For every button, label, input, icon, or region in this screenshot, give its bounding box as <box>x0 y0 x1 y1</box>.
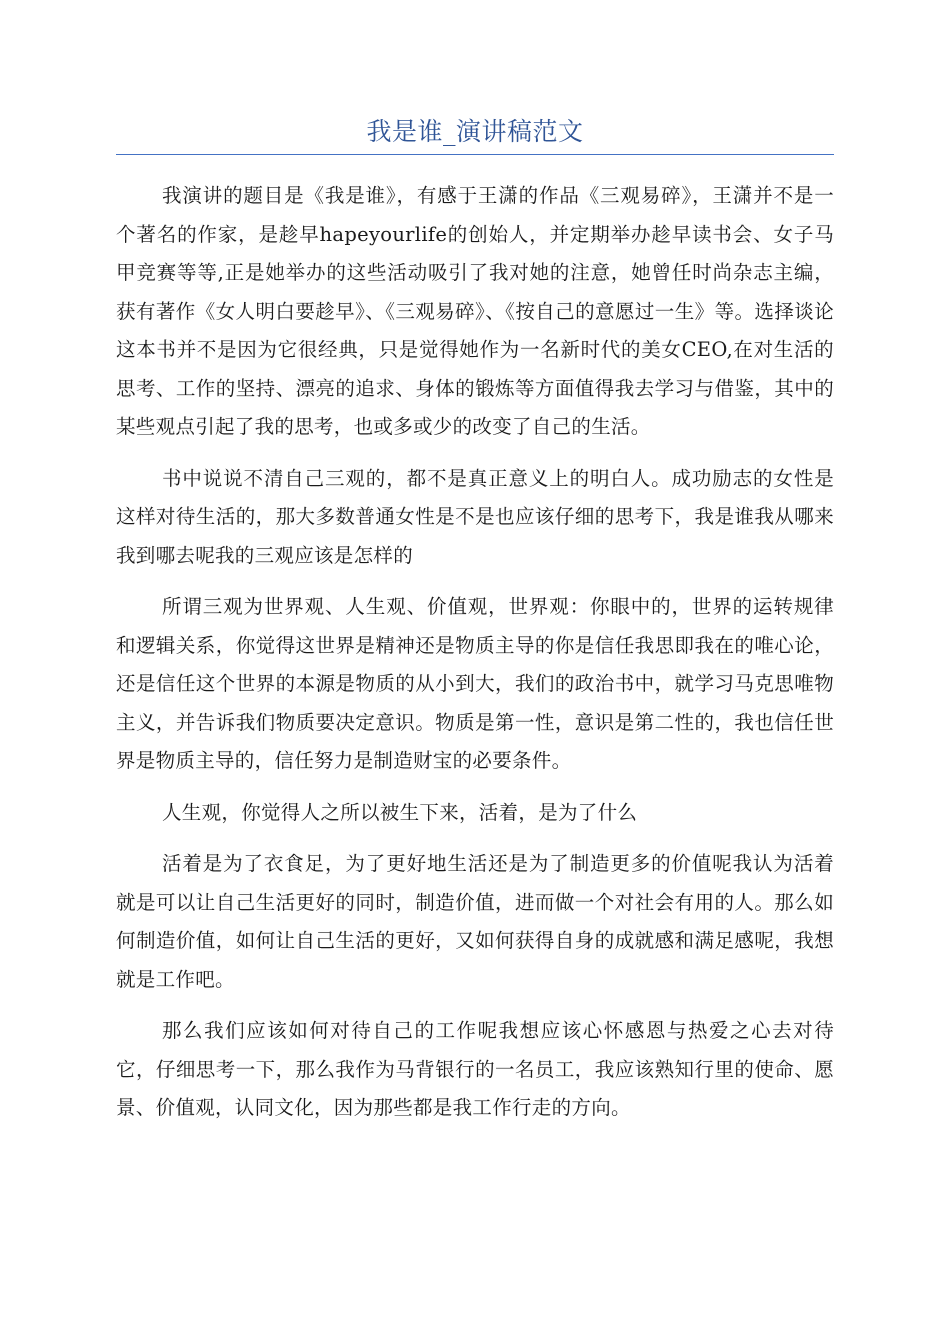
paragraph-3: 所谓三观为世界观、人生观、价值观，世界观：你眼中的，世界的运转规律和逻辑关系，你觉得这世界是精神还是物质主导的你是信任我思即我在的唯心论，还是信任这个世界的本源是物质的从小到大，我们的政治书中，就学习马克思唯物主义，并告诉我们物质要决定意识。物质是第一性，意识是第二性的，我也信任世界是物质主导的，信任努力是制造财宝的必要条件。 <box>116 595 834 772</box>
paragraph-6: 那么我们应该如何对待自己的工作呢我想应该心怀感恩与热爱之心去对待它，仔细思考一下，那么我作为马背银行的一名员工，我应该熟知行里的使命、愿景、价值观，认同文化，因为那些都是我工作行走的方向。 <box>116 1019 834 1119</box>
paragraph-5: 活着是为了衣食足，为了更好地生活还是为了制造更多的价值呢我认为活着就是可以让自己生活更好的同时，制造价值，进而做一个对社会有用的人。那么如何制造价值，如何让自己生活的更好，又如何获得自身的成就感和满足感呢，我想就是工作吧。 <box>116 852 834 991</box>
document-title: 我是谁_演讲稿范文 <box>366 117 584 146</box>
paragraph-1: 我演讲的题目是《我是谁》，有感于王潇的作品《三观易碎》，王潇并不是一个著名的作家，是趁早hapeyourlife的创始人，并定期举办趁早读书会、女子马甲竞赛等等,正是她举办的这些活动吸引了我对她的注意，她曾任时尚杂志主编，获有著作《女人明白要趁早》、《三观易碎》、《按自己的意愿过一生》等。选择谈论这本书并不是因为它很经典，只是觉得她作为一名新时代的美女CEO,在对生活的思考、工作的坚持、漂亮的追求、身体的锻炼等方面值得我去学习与借鉴，其中的某些观点引起了我的思考，也或多或少的改变了自己的生活。 <box>116 184 834 438</box>
title-underline <box>116 154 834 155</box>
document-body <box>116 177 834 1141</box>
paragraph-2: 书中说说不清自己三观的，都不是真正意义上的明白人。成功励志的女性是这样对待生活的，那大多数普通女性是不是也应该仔细的思考下，我是谁我从哪来我到哪去呢我的三观应该是怎样的 <box>116 466 834 567</box>
paragraph-4: 人生观，你觉得人之所以被生下来，活着，是为了什么 <box>162 800 638 824</box>
